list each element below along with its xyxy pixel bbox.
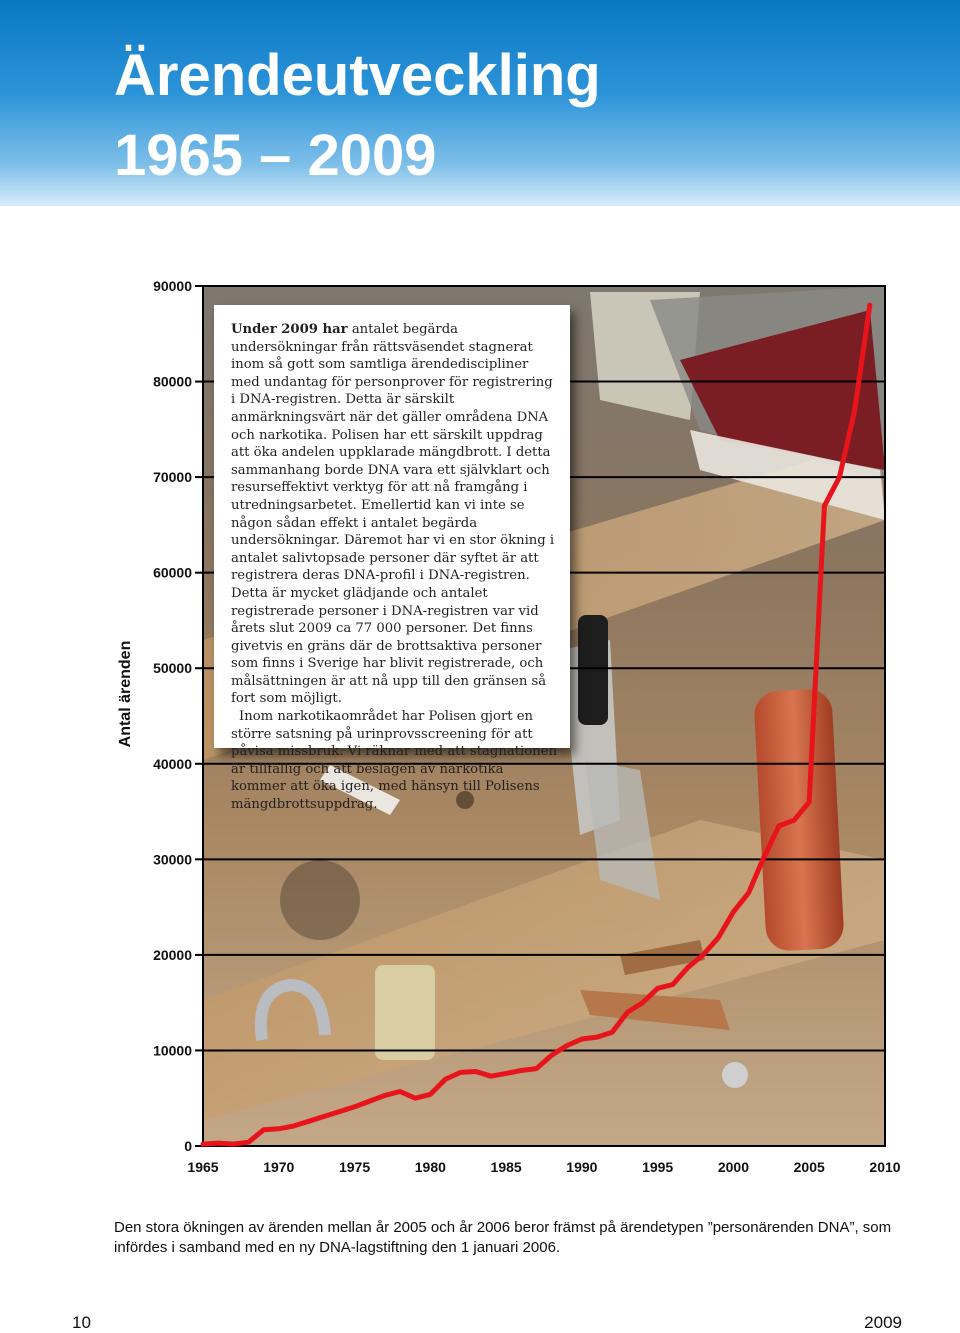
page-subtitle-years: 1965 – 2009 bbox=[114, 123, 437, 188]
data-point bbox=[656, 987, 659, 990]
y-tick-label: 0 bbox=[184, 1138, 192, 1154]
article-paragraph-1-text: antalet begärda undersökningar från rättsväsendet stagnerat inom så gott som samtliga ärendediscipliner med undantag för personprover för registrering i DNA-registren. Detta är särskilt anmärkningsvärt när det gäller områdena DNA och narkotika. Polisen har ett särskilt uppdrag att öka andelen uppklarade mängdbrott. I detta sammanhang borde DNA vara ett självklart och resurseffektivt verktyg för att nå framgång i utredningsarbetet. Emellertid kan vi inte se någon sådan effekt i antalet begärda undersökningar. Däremot har vi en stor ökning i antalet salivtopsade personer där syftet är att registrera deras DNA-profil i DNA-registren. Detta är mycket glädjande och antalet registrerade personer i DNA-registren var vid årets slut 2009 ca 77 000 personer. Det finns givetvis en gräns där de brottsaktiva personer som finns i Sverige har blivit registrerade, och målsättningen är att nå upp till den gränsen så fort som möjligt. bbox=[231, 322, 555, 707]
data-point bbox=[308, 1120, 311, 1123]
data-point bbox=[520, 1069, 523, 1072]
article-paragraph-2: Inom narkotikaområdet har Polisen gjort en större satsning på urinprovsscreening för att påvisa missbruk. Vi räknar med att stagnationen är tillfällig och att beslagen av narkotika kommer att öka igen, med hänsyn till Polisens mängdbrottsuppdrag. bbox=[231, 709, 557, 813]
data-point bbox=[474, 1070, 477, 1073]
x-tick-label: 1990 bbox=[566, 1159, 598, 1175]
y-tick-label: 80000 bbox=[153, 373, 192, 390]
x-tick-label: 2000 bbox=[717, 1159, 750, 1175]
article-text-box bbox=[214, 305, 570, 813]
data-point bbox=[853, 409, 856, 412]
data-point bbox=[247, 1141, 250, 1144]
chart-caption: Den stora ökningen av ärenden mellan år 2005 och år 2006 beror främst på ärendetypen ”personärenden DNA”, som infördes i samband med en ny DNA-lagstiftning den 1 januari 2006. bbox=[114, 1219, 892, 1256]
x-tick-label: 1985 bbox=[490, 1159, 522, 1175]
data-point bbox=[702, 953, 705, 956]
data-point bbox=[292, 1124, 295, 1127]
data-point bbox=[202, 1143, 205, 1146]
data-point bbox=[686, 966, 689, 969]
y-tick-label: 60000 bbox=[153, 564, 192, 581]
data-point bbox=[626, 1011, 629, 1014]
data-point bbox=[535, 1067, 538, 1070]
article-lead: Under 2009 har bbox=[231, 322, 348, 337]
data-point bbox=[793, 819, 796, 822]
data-point bbox=[641, 1001, 644, 1004]
page-number: 10 bbox=[72, 1313, 91, 1332]
data-point bbox=[414, 1097, 417, 1100]
y-tick-label: 10000 bbox=[153, 1042, 192, 1059]
data-point bbox=[550, 1054, 553, 1057]
data-point bbox=[762, 856, 765, 859]
y-tick-label: 20000 bbox=[153, 946, 192, 963]
data-point bbox=[671, 983, 674, 986]
data-point bbox=[580, 1037, 583, 1040]
data-point bbox=[838, 476, 841, 479]
y-axis-label: Antal ärenden bbox=[117, 640, 134, 748]
x-tick-label: 1995 bbox=[642, 1159, 674, 1175]
data-point bbox=[565, 1044, 568, 1047]
x-tick-label: 2005 bbox=[793, 1159, 825, 1175]
data-point bbox=[868, 304, 871, 307]
page-title: Ärendeutveckling bbox=[114, 43, 601, 108]
data-point bbox=[429, 1093, 432, 1096]
article-paragraph-1 bbox=[231, 321, 558, 708]
y-tick-label: 70000 bbox=[153, 469, 192, 486]
data-point bbox=[277, 1127, 280, 1130]
data-point bbox=[596, 1036, 599, 1039]
data-point bbox=[444, 1078, 447, 1081]
data-point bbox=[611, 1031, 614, 1034]
data-point bbox=[217, 1142, 220, 1145]
y-tick-label: 90000 bbox=[153, 278, 192, 294]
data-point bbox=[368, 1100, 371, 1103]
x-tick-label: 1965 bbox=[187, 1159, 219, 1175]
footer-year: 2009 bbox=[864, 1313, 902, 1332]
data-point bbox=[747, 891, 750, 894]
data-point bbox=[777, 824, 780, 827]
data-point bbox=[489, 1075, 492, 1078]
data-point bbox=[505, 1072, 508, 1075]
x-tick-label: 1975 bbox=[338, 1159, 371, 1175]
x-tick-label: 2010 bbox=[869, 1159, 901, 1175]
y-tick-label: 40000 bbox=[153, 755, 192, 772]
data-point bbox=[399, 1090, 402, 1093]
data-point bbox=[808, 801, 811, 804]
data-point bbox=[262, 1128, 265, 1131]
data-point bbox=[383, 1094, 386, 1097]
data-point bbox=[232, 1143, 235, 1146]
data-point bbox=[338, 1110, 341, 1113]
data-point bbox=[717, 936, 720, 939]
data-point bbox=[353, 1105, 356, 1108]
x-tick-label: 1970 bbox=[263, 1159, 295, 1175]
y-tick-label: 30000 bbox=[153, 851, 192, 868]
data-point bbox=[323, 1115, 326, 1118]
x-tick-label: 1980 bbox=[414, 1159, 446, 1175]
data-point bbox=[732, 910, 735, 913]
y-tick-label: 50000 bbox=[153, 660, 192, 677]
data-point bbox=[823, 504, 826, 507]
data-point bbox=[459, 1071, 462, 1074]
